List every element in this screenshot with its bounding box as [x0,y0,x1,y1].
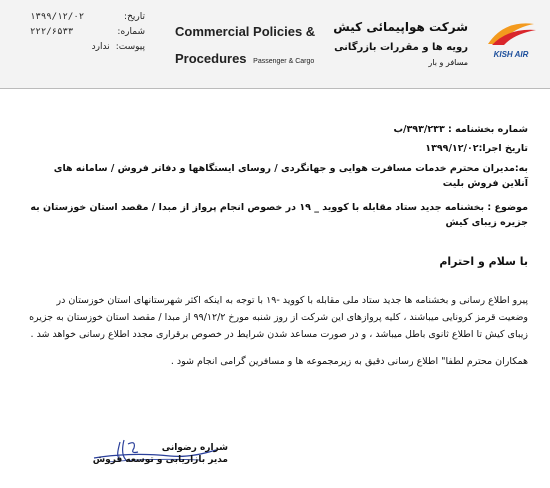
signer-name: شراره رضوانی [161,443,228,453]
letterhead [0,0,550,88]
subject: موضوع : بخشنامه جدید ستاد مقابله با کووید _ ۱۹ در خصوص انجام پرواز از مبدا / مقصد استان خوزستان به جزیره زیبای کیش [30,202,528,228]
signer-title: مدیر بازاریابی و توسعه فروش [92,455,228,465]
department-name: رویه ها و مقررات بازرگانی [334,42,468,53]
signer-block [93,442,228,466]
date-value: ۱۳۹۹/۱۲/۰۲ [30,12,85,22]
execution-date: تاریخ اجرا:۱۳۹۹/۱۲/۰۲ [425,143,528,154]
kish-air-logo-icon [482,14,540,62]
policy-title-line2 [175,51,314,66]
recipients: به:مدیران محترم خدمات مسافرت هوایی و جهانگردی / روسای ایستگاهها و دفاتر فروش / سامانه های آنلاین فروش بلیت [53,163,528,189]
date-label: تاریخ: [124,12,145,22]
policy-title-line1: Commercial Policies & [175,24,316,39]
number-value: ۲۲۲/۶۵۳۳ [30,27,74,37]
company-name: شرکت هواپیمائی کیش [333,20,468,34]
document-meta [30,10,145,55]
policy-title-sub: Passenger & Cargo [253,58,315,65]
attachment-value: ندارد [91,42,110,52]
attachment-row [30,40,145,55]
attachment-label: پیوست: [115,42,145,52]
date-row [30,10,145,25]
company-block [333,20,468,67]
circular-number: شماره بخشنامه : ۳۹۳/۲۳۳/ب [393,124,528,135]
greeting: با سلام و احترام [439,255,528,268]
number-row [30,25,145,40]
body-paragraph: پیرو اطلاع رسانی و بخشنامه ها جدید ستاد ملی مقابله با کووید -۱۹ با توجه به اینکه اکثر شهرستانهای استان خوزستان در وضعیت قرمز کرونایی میباشند ، کلیه پروازهای این شرکت از روز شنبه مورخ ۹۹/۱۲/۲ از مبدا / مقصد استان خوزستان به جزیره زیبای کیش تا اطلاع ثانوی باطل میباشد ، و در صورت مساعد شدن شرایط در خصوص برقراری مجدد اطلاع رسانی خواهد شد . [29,295,528,340]
header-divider [0,88,550,89]
closing-paragraph: همکاران محترم لطفا" اطلاع رسانی دقیق به زیرمجموعه ها و مسافرین گرامی انجام شود . [170,356,528,367]
logo-text: KISH AIR [493,50,529,59]
policy-title-procedures: Procedures [175,51,247,66]
passenger-cargo-label: مسافر و بار [428,58,468,67]
number-label: شماره: [117,27,145,37]
